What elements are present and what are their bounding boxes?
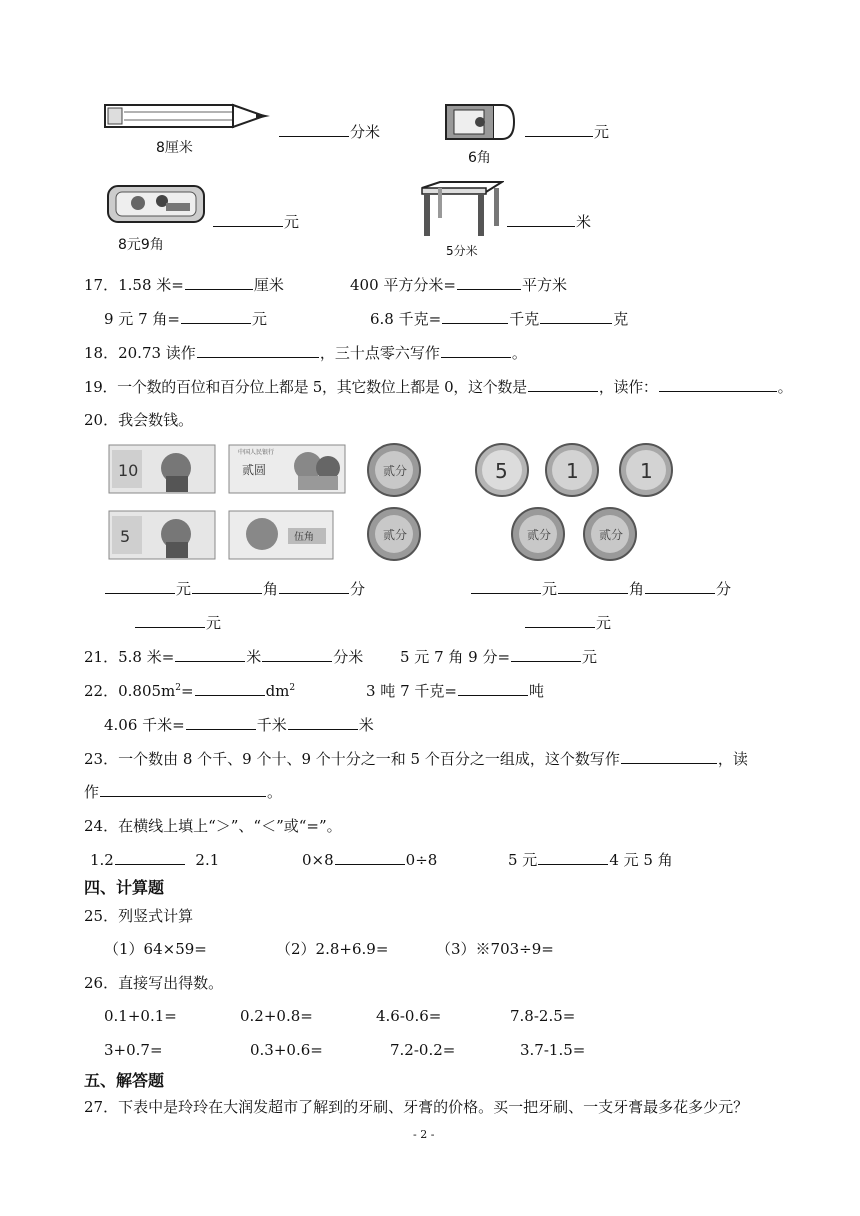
question-26-title: 26．直接写出得数。 — [84, 974, 224, 992]
svg-text:1: 1 — [640, 459, 653, 483]
answer-blank[interactable] — [135, 612, 205, 628]
question-20-total-left: 元 — [134, 612, 221, 633]
expression: 0.3+0.6= — [250, 1041, 323, 1059]
question-20-answer-right: 元 角 分 — [470, 578, 731, 599]
answer-blank[interactable] — [100, 781, 266, 797]
expression: 0.1+0.1= — [104, 1007, 177, 1025]
question-24-title: 24．在横线上填上“＞”、“＜”或“=”。 — [84, 817, 342, 835]
answer-blank[interactable] — [335, 849, 405, 865]
sharpener-caption: 6角 — [468, 150, 491, 166]
answer-blank[interactable] — [279, 121, 349, 137]
question-20-answer-left: 元 角 分 — [104, 578, 365, 599]
answer-blank[interactable] — [621, 748, 717, 764]
question-23-line1: 23．一个数由 8 个千、9 个十、9 个十分之一和 5 个百分之一组成，这个数写作 ，读 — [84, 750, 748, 768]
question-24a: 1.2 2.1 — [90, 851, 220, 869]
bank-name: 中国人民银行 — [238, 449, 275, 456]
answer-blank[interactable] — [192, 578, 262, 594]
answer-blank[interactable] — [185, 274, 253, 290]
coin-1-jiao — [618, 442, 674, 498]
note-value: 10 — [118, 461, 139, 480]
question-25-title: 25．列竖式计算 — [84, 907, 194, 925]
note-value: 伍角 — [294, 532, 314, 543]
svg-text:贰分: 贰分 — [383, 464, 408, 478]
question-21b: 5 元 7 角 9 分= 元 — [400, 648, 598, 666]
question-18: 18．20.73 读作 ，三十点零六写作 。 — [84, 344, 527, 362]
answer-blank[interactable] — [525, 612, 595, 628]
pencil-case-image — [106, 183, 206, 225]
banknote-5-jiao — [228, 510, 334, 560]
coin-2-fen — [582, 506, 638, 562]
section-heading: 四、计算题 — [84, 878, 165, 897]
expression: 7.8-2.5= — [510, 1007, 576, 1025]
question-17d: 6.8 千克= 千克 克 — [370, 310, 629, 328]
answer-blank[interactable] — [511, 646, 581, 662]
expression: 3.7-1.5= — [520, 1041, 586, 1059]
question-17c: 9 元 7 角= 元 — [104, 310, 267, 328]
pencil-case-answer: 元 — [212, 211, 299, 232]
answer-blank[interactable] — [525, 121, 593, 137]
coin-2-fen — [510, 506, 566, 562]
page-number: - 2 - — [413, 1128, 435, 1141]
answer-blank[interactable] — [558, 578, 628, 594]
question-17b: 400 平方分米= 平方米 — [350, 276, 567, 294]
svg-text:贰分: 贰分 — [599, 528, 624, 542]
answer-blank[interactable] — [528, 376, 598, 392]
pencil-answer: 分米 — [278, 121, 380, 142]
pencil-caption: 8厘米 — [156, 140, 193, 156]
question-25c: （3）※703÷9= — [436, 940, 554, 958]
question-22c: 4.06 千米= 千米 米 — [104, 716, 374, 734]
answer-blank[interactable] — [213, 211, 283, 227]
expression: 4.6-0.6= — [376, 1007, 442, 1025]
table-answer: 米 — [506, 211, 591, 232]
coin-2-fen — [366, 442, 422, 498]
svg-text:5: 5 — [495, 459, 508, 483]
answer-blank[interactable] — [262, 646, 332, 662]
answer-blank[interactable] — [507, 211, 575, 227]
question-24c: 5 元 4 元 5 角 — [508, 851, 673, 869]
question-21a: 21．5.8 米= 米 分米 — [84, 648, 364, 666]
table-image — [418, 180, 504, 238]
answer-blank[interactable] — [442, 308, 508, 324]
answer-blank[interactable] — [540, 308, 612, 324]
sharpener-answer: 元 — [524, 121, 609, 142]
question-17a: 17．1.58 米= 厘米 — [84, 276, 284, 294]
answer-blank[interactable] — [186, 714, 256, 730]
answer-blank[interactable] — [441, 342, 511, 358]
answer-blank[interactable] — [181, 308, 251, 324]
question-22a: 22．$0.805m^2= dm^2$ — [84, 682, 296, 700]
question-19: 19．一个数的百位和百分位上都是 5，其它数位上都是 0，这个数是 ，读作： 。 — [84, 378, 793, 396]
question-25b: （2）2.8+6.9= — [276, 940, 389, 958]
answer-blank[interactable] — [175, 646, 245, 662]
note-value: 贰圆 — [242, 463, 267, 477]
question-20-title: 20．我会数钱。 — [84, 411, 194, 429]
answer-blank[interactable] — [195, 680, 265, 696]
note-value: 5 — [120, 527, 131, 546]
question-20-total-right: 元 — [524, 612, 611, 633]
question-24b: 0×8 0÷8 — [302, 851, 438, 869]
svg-text:1: 1 — [566, 459, 579, 483]
expression: 0.2+0.8= — [240, 1007, 313, 1025]
coin-5-jiao — [474, 442, 530, 498]
svg-text:贰分: 贰分 — [383, 528, 408, 542]
answer-blank[interactable] — [197, 342, 319, 358]
svg-text:贰分: 贰分 — [527, 528, 552, 542]
banknote-5-yuan — [108, 510, 216, 560]
question-23-line2: 作 。 — [84, 783, 283, 801]
answer-blank[interactable] — [115, 849, 185, 865]
table-caption: 5分米 — [446, 244, 478, 258]
sharpener-image — [444, 101, 516, 143]
expression: 3+0.7= — [104, 1041, 163, 1059]
banknote-2-yuan — [228, 444, 346, 494]
pencil-image — [104, 100, 274, 132]
answer-blank[interactable] — [538, 849, 608, 865]
answer-blank[interactable] — [471, 578, 541, 594]
answer-blank[interactable] — [457, 274, 521, 290]
coin-1-jiao — [544, 442, 600, 498]
coin-2-fen — [366, 506, 422, 562]
question-22b: 3 吨 7 千克= 吨 — [366, 682, 544, 700]
answer-blank[interactable] — [645, 578, 715, 594]
answer-blank[interactable] — [458, 680, 528, 696]
banknote-10-yuan — [108, 444, 216, 494]
expression: 7.2-0.2= — [390, 1041, 456, 1059]
pencil-case-caption: 8元9角 — [118, 237, 164, 253]
question-27: 27．下表中是玲玲在大润发超市了解到的牙刷、牙膏的价格。买一把牙刷、一支牙膏最多花多少元？ — [84, 1098, 749, 1116]
answer-blank[interactable] — [659, 376, 777, 392]
answer-blank[interactable] — [105, 578, 175, 594]
answer-blank[interactable] — [279, 578, 349, 594]
question-25a: （1）64×59= — [104, 940, 207, 958]
section-heading: 五、解答题 — [84, 1071, 165, 1090]
answer-blank[interactable] — [288, 714, 358, 730]
